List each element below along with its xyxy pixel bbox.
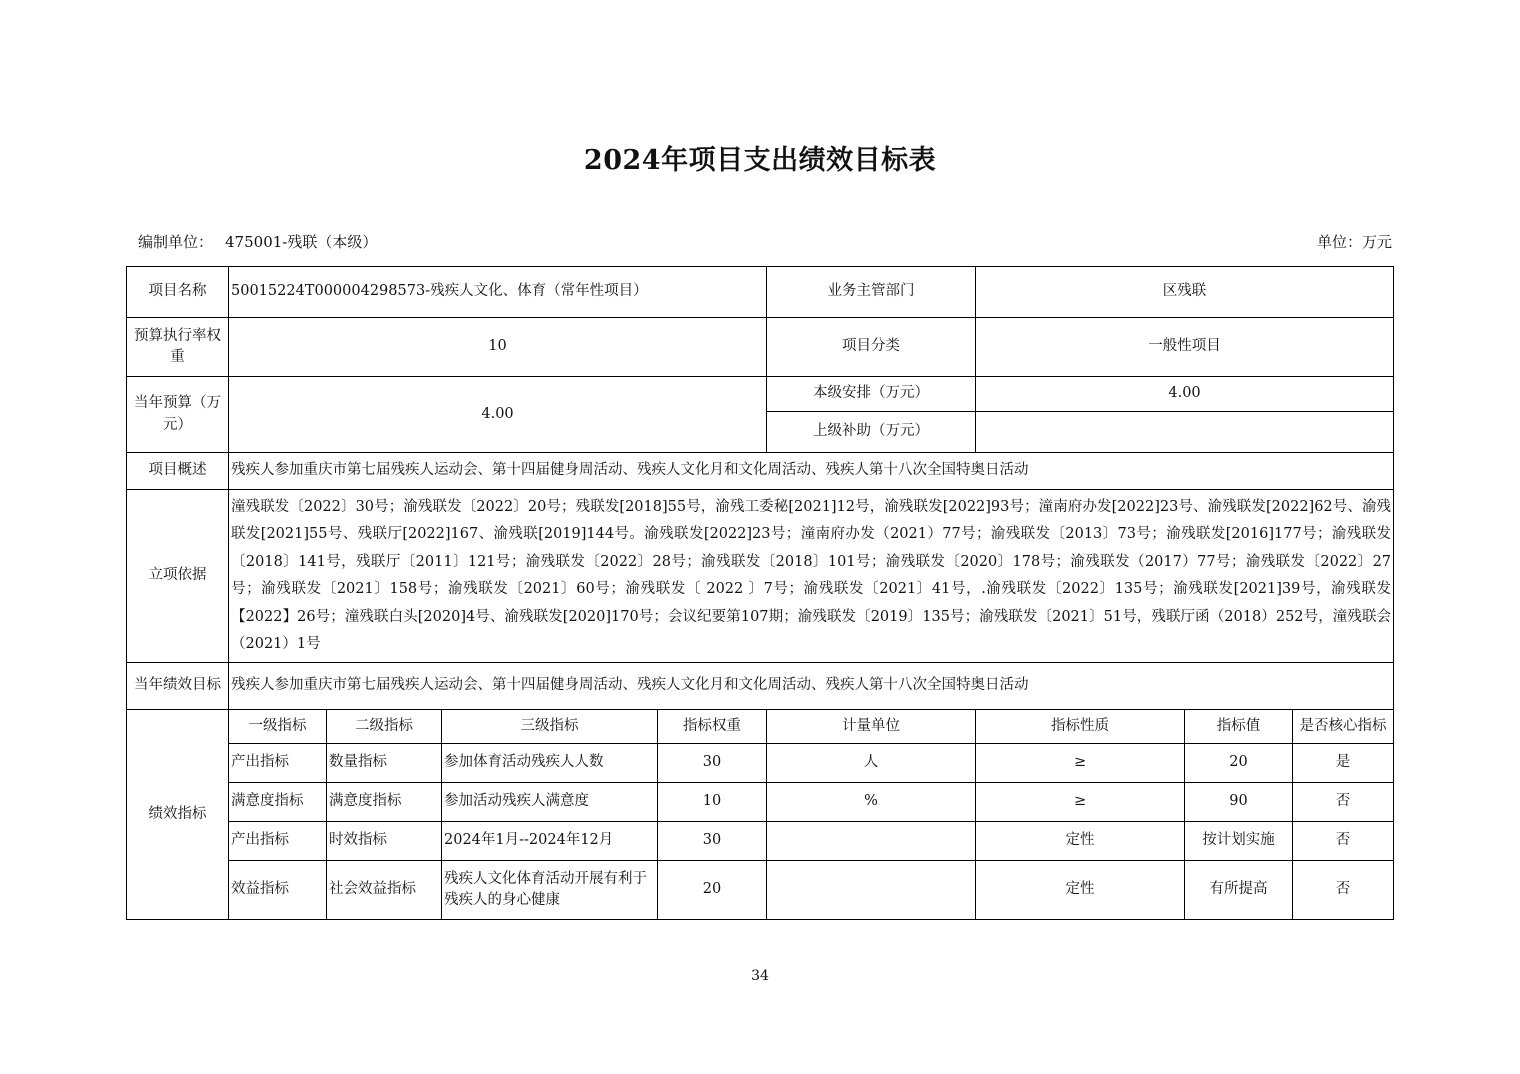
header-nature: 指标性质 [976,710,1185,744]
row4-nature: 定性 [976,861,1185,920]
header-level1: 一级指标 [229,710,327,744]
header-value: 指标值 [1185,710,1293,744]
table-row [127,744,1394,783]
row3-weight: 30 [658,822,767,861]
header-level2: 二级指标 [327,710,442,744]
budget-label: 当年预算（万元） [127,377,229,453]
row-basis [127,490,1394,663]
row4-weight: 20 [658,861,767,920]
row-overview [127,453,1394,490]
row3-unit [767,822,976,861]
row2-level1: 满意度指标 [229,783,327,822]
table-row [127,783,1394,822]
row3-core: 否 [1293,822,1394,861]
prepared-by-label: 编制单位： [138,233,214,251]
project-name-label: 项目名称 [127,267,229,318]
header-unit: 计量单位 [767,710,976,744]
table-row [127,822,1394,861]
local-value: 4.00 [976,377,1394,412]
indicators-label: 绩效指标 [127,710,229,920]
row4-level2: 社会效益指标 [327,861,442,920]
row1-level2: 数量指标 [327,744,442,783]
row2-level3: 参加活动残疾人满意度 [442,783,658,822]
row2-level2: 满意度指标 [327,783,442,822]
row2-core: 否 [1293,783,1394,822]
overview-value: 残疾人参加重庆市第七届残疾人运动会、第十四届健身周活动、残疾人文化月和文化周活动、残疾人第十八次全国特奥日活动 [229,453,1394,490]
performance-table [126,266,1394,920]
goal-value: 残疾人参加重庆市第七届残疾人运动会、第十四届健身周活动、残疾人文化月和文化周活动、残疾人第十八次全国特奥日活动 [229,663,1394,710]
header-level3: 三级指标 [442,710,658,744]
row1-value: 20 [1185,744,1293,783]
dept-value: 区残联 [976,267,1394,318]
header-weight: 指标权重 [658,710,767,744]
basis-value: 潼残联发〔2022〕30号；渝残联发〔2022〕20号；残联发[2018]55号，渝残工委秘[2021]12号，渝残联发[2022]93号；潼南府办发[2022]23号、渝残联发[2022]62号、渝残联发[2021]55号、残联厅[2022]167、渝残联[2019]144号。渝残联发[2022]23号；潼南府办发（2021）77号；渝残联发〔2013〕73号；渝残联发[2016]177号；渝残联发〔2018〕141号，残联厅〔2011〕121号；渝残联发〔2022〕28号；渝残联发〔2018〕101号；渝残联发〔2020〕178号；渝残联发（2017）77号；渝残联发〔2022〕27号；渝残联发〔2021〕158号；渝残联发〔2021〕60号；渝残联发〔 2022 〕7号；渝残联发〔2021〕41号，.渝残联发〔2022〕135号；渝残联发[2021]39号，渝残联发【2022】26号；潼残联白头[2020]4号、渝残联发[2020]170号；会议纪要第107期；渝残联发〔2019〕135号；渝残联发〔2021〕51号，残联厅函（2018）252号，潼残联会（2021）1号 [229,490,1394,663]
row-project-name [127,267,1394,318]
weight-label: 预算执行率权重 [127,318,229,377]
row1-weight: 30 [658,744,767,783]
indicator-header-row [127,710,1394,744]
currency-unit: 单位：万元 [1316,233,1392,251]
header-core: 是否核心指标 [1293,710,1394,744]
row-weight [127,318,1394,377]
row1-level1: 产出指标 [229,744,327,783]
row3-value: 按计划实施 [1185,822,1293,861]
row2-weight: 10 [658,783,767,822]
row-goal [127,663,1394,710]
row4-unit [767,861,976,920]
row4-level3: 残疾人文化体育活动开展有利于残疾人的身心健康 [442,861,658,920]
local-label: 本级安排（万元） [767,377,976,412]
row2-value: 90 [1185,783,1293,822]
row1-nature: ≥ [976,744,1185,783]
category-label: 项目分类 [767,318,976,377]
row3-nature: 定性 [976,822,1185,861]
row2-nature: ≥ [976,783,1185,822]
page-number: 34 [751,968,769,984]
row3-level1: 产出指标 [229,822,327,861]
row1-unit: 人 [767,744,976,783]
category-value: 一般性项目 [976,318,1394,377]
row3-level3: 2024年1月--2024年12月 [442,822,658,861]
basis-label: 立项依据 [127,490,229,663]
row4-level1: 效益指标 [229,861,327,920]
row1-level3: 参加体育活动残疾人人数 [442,744,658,783]
dept-label: 业务主管部门 [767,267,976,318]
page-title: 2024年项目支出绩效目标表 [583,145,937,176]
upper-label: 上级补助（万元） [767,412,976,453]
prepared-by-value: 475001-残联（本级） [225,233,378,251]
row2-unit: % [767,783,976,822]
table-row [127,861,1394,920]
upper-value [976,412,1394,453]
prepared-by [138,231,389,252]
row-budget [127,377,1394,412]
row4-value: 有所提高 [1185,861,1293,920]
weight-value: 10 [229,318,767,377]
overview-label: 项目概述 [127,453,229,490]
goal-label: 当年绩效目标 [127,663,229,710]
budget-value: 4.00 [229,377,767,453]
project-name-value: 50015224T000004298573-残疾人文化、体育（常年性项目） [229,267,767,318]
row4-core: 否 [1293,861,1394,920]
row1-core: 是 [1293,744,1394,783]
row3-level2: 时效指标 [327,822,442,861]
